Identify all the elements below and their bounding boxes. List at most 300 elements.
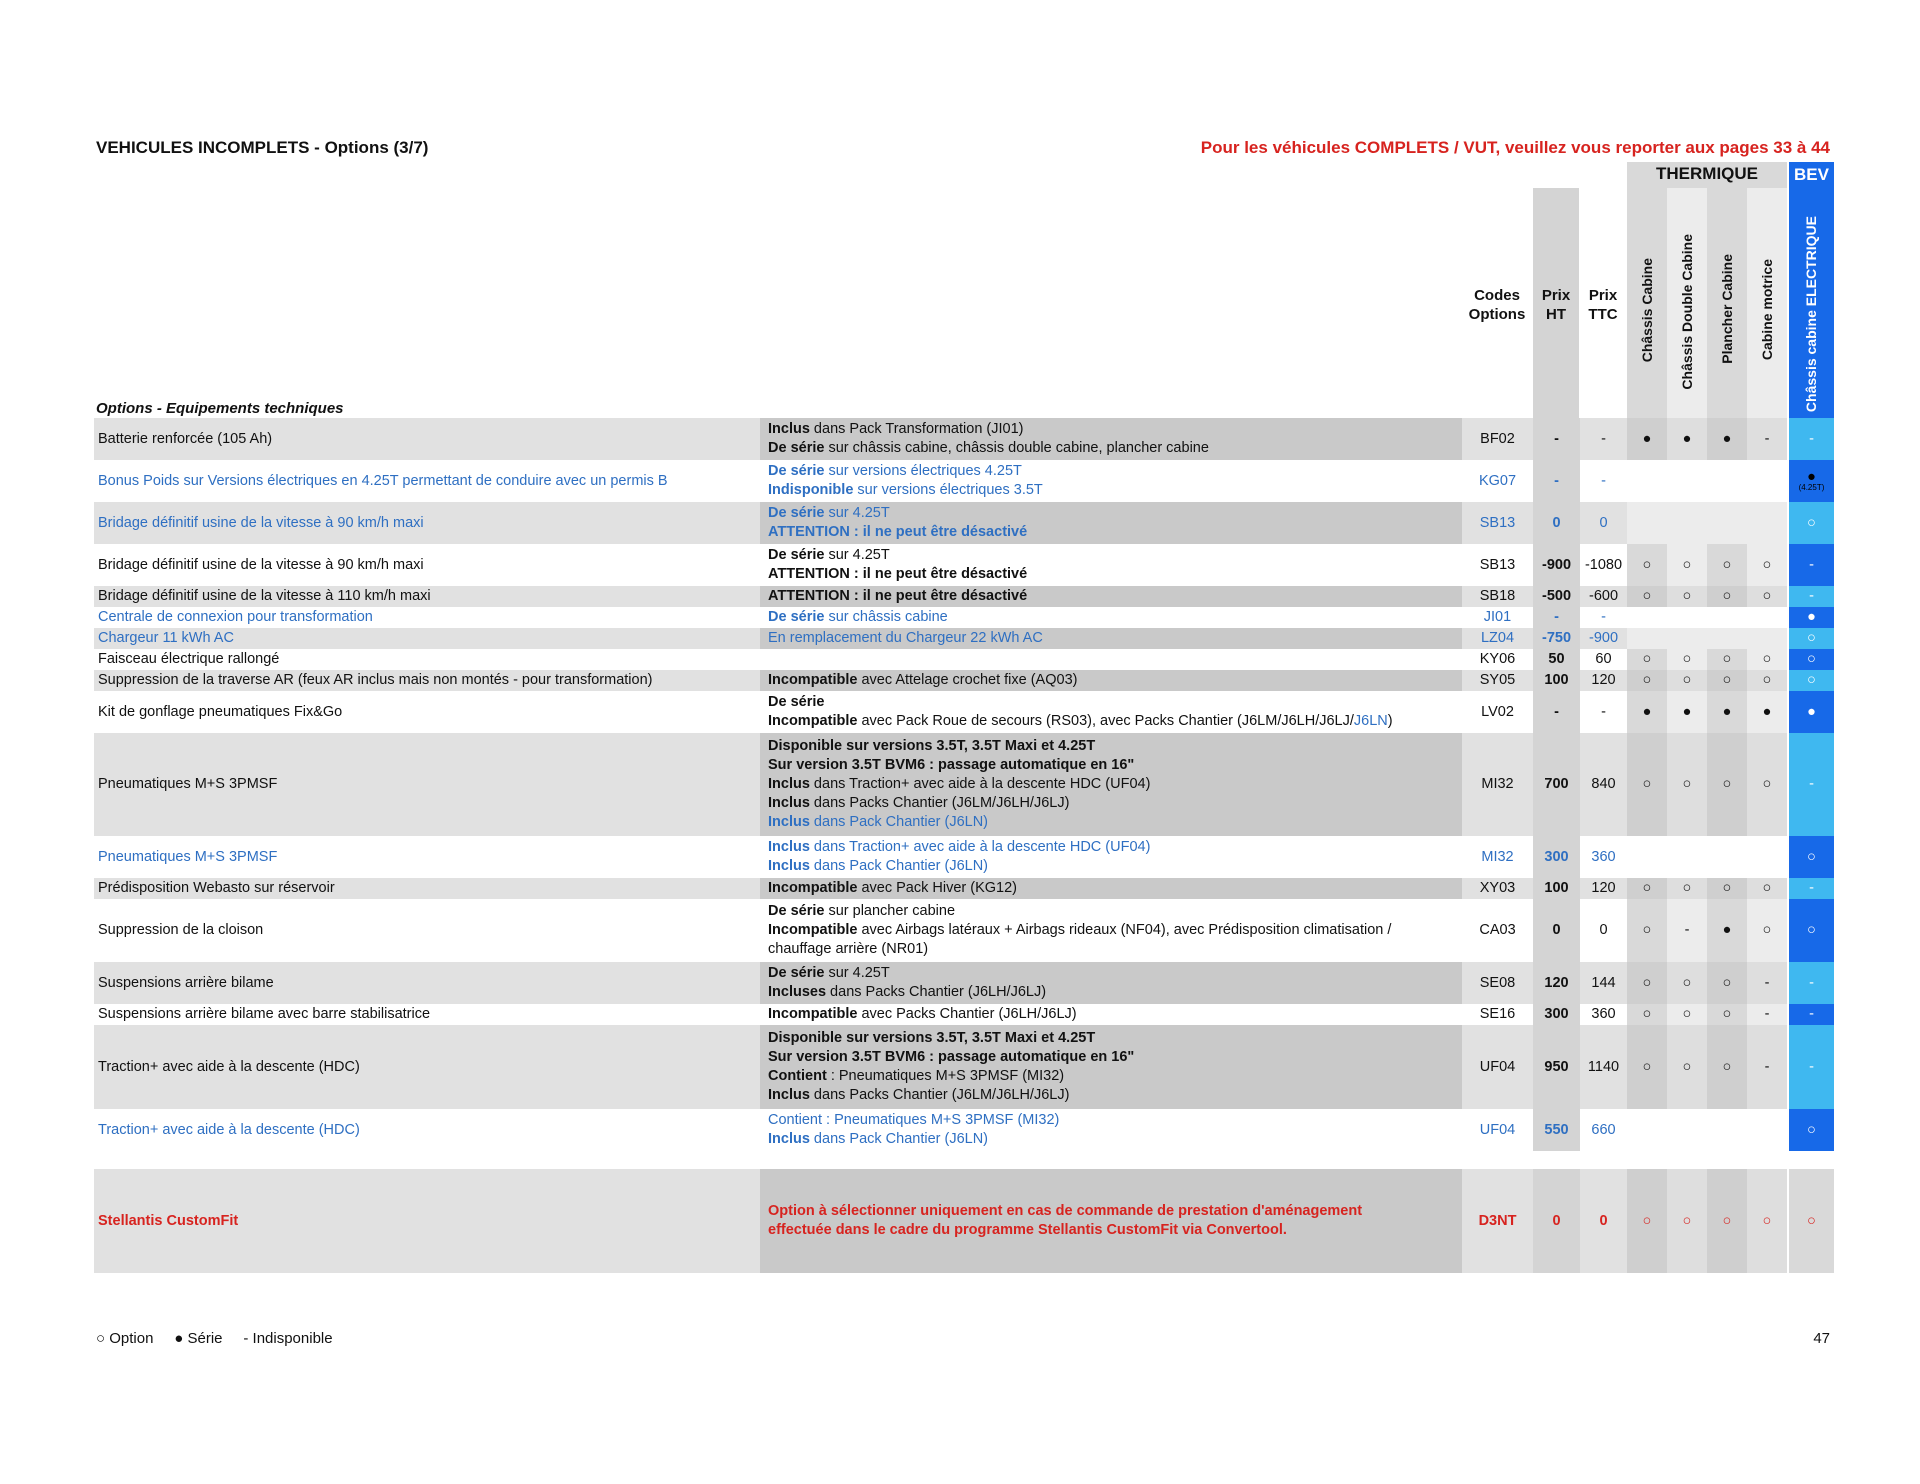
detail-line (768, 756, 1458, 775)
chassis-cabine-cell: ○ (1627, 544, 1667, 586)
cabine-motrice-cell: ○ (1747, 878, 1787, 899)
price-ht: - (1533, 460, 1580, 502)
detail-keyword: Inclus (768, 795, 810, 811)
table-row (94, 899, 1834, 962)
detail-line (768, 940, 1458, 959)
chassis-double-cabine-cell: ○ (1667, 586, 1707, 607)
legend (96, 1330, 333, 1347)
detail-line (768, 1130, 1458, 1149)
detail-keyword: De série (768, 694, 825, 710)
detail-text: : Pneumatiques M+S 3PMSF (MI32) (826, 1068, 1065, 1084)
detail-keyword: Contient (768, 1068, 827, 1084)
option-label: Suppression de la cloison (94, 899, 760, 962)
price-ttc: - (1580, 418, 1627, 460)
price-ttc: 120 (1580, 670, 1627, 691)
option-details (760, 1004, 1462, 1025)
detail-line (768, 608, 1458, 627)
price-ht: 950 (1533, 1025, 1580, 1109)
detail-keyword: De série (768, 440, 825, 456)
option-code: SB13 (1462, 544, 1533, 586)
detail-keyword: Incluses (768, 984, 827, 1000)
chassis-cabine-cell: ○ (1627, 649, 1667, 670)
cabine-motrice-cell (1747, 628, 1787, 649)
legend-option: ○ Option (96, 1330, 154, 1347)
price-ht: - (1533, 418, 1580, 460)
detail-line (768, 964, 1458, 983)
legend-serie: ● Série (174, 1330, 223, 1347)
option-code: SB18 (1462, 586, 1533, 607)
detail-text: avec Airbags latéraux + Airbags rideaux (NF04), avec Prédisposition climatisation / (857, 922, 1392, 938)
plancher-cabine-cell: ● (1707, 691, 1747, 733)
detail-text: sur 4.25T (824, 547, 890, 563)
detail-line (768, 671, 1458, 690)
detail-line (768, 587, 1458, 606)
detail-keyword: De série (768, 965, 825, 981)
detail-keyword: De série (768, 609, 825, 625)
detail-line (768, 523, 1458, 542)
detail-keyword: ATTENTION : il ne peut être désactivé (768, 588, 1028, 604)
chassis-cabine-electrique-header (1798, 190, 1824, 412)
detail-line (768, 546, 1458, 565)
price-ttc: - (1580, 460, 1627, 502)
table-row (94, 544, 1834, 586)
chassis-cabine-label: Châssis Cabine (1639, 257, 1655, 362)
chassis-cabine-cell (1627, 1109, 1667, 1151)
detail-text: dans Traction+ avec aide à la descente HDC (UF04) (809, 839, 1151, 855)
chassis-double-cabine-cell (1667, 628, 1707, 649)
table-row (94, 836, 1834, 878)
detail-line (768, 565, 1458, 584)
price-ttc: 840 (1580, 733, 1627, 836)
detail-blue-text: J6LN (1353, 713, 1388, 729)
option-label: Stellantis CustomFit (94, 1169, 760, 1273)
chassis-cabine-cell: ○ (1627, 1004, 1667, 1025)
detail-keyword: effectuée dans le cadre du programme Stellantis CustomFit via Convertool. (768, 1222, 1287, 1238)
section-title: Options - Equipements techniques (96, 400, 344, 417)
detail-text: sur 4.25T (824, 505, 890, 521)
options-table-body (94, 418, 1834, 1273)
bev-cell: ● (1789, 607, 1834, 628)
option-details (760, 460, 1462, 502)
table-row (94, 691, 1834, 733)
cabine-motrice-cell (1747, 460, 1787, 502)
chassis-double-cabine-cell: ● (1667, 691, 1707, 733)
price-ttc: 360 (1580, 1004, 1627, 1025)
price-ht: -500 (1533, 586, 1580, 607)
detail-line (768, 481, 1458, 500)
detail-line (768, 1048, 1458, 1067)
price-ht: -750 (1533, 628, 1580, 649)
detail-text: Contient : Pneumatiques M+S 3PMSF (MI32) (768, 1112, 1060, 1128)
option-details (760, 586, 1462, 607)
option-code: MI32 (1462, 733, 1533, 836)
option-label: Bridage définitif usine de la vitesse à 90 km/h maxi (94, 544, 760, 586)
chassis-cabine-cell (1627, 628, 1667, 649)
table-row (94, 962, 1834, 1004)
bev-cell: - (1789, 878, 1834, 899)
option-details (760, 733, 1462, 836)
chassis-double-cabine-cell: ○ (1667, 878, 1707, 899)
plancher-cabine-cell (1707, 836, 1747, 878)
chassis-double-cabine-cell (1667, 460, 1707, 502)
option-code: UF04 (1462, 1025, 1533, 1109)
codes-options-header (1462, 286, 1532, 324)
detail-keyword: De série (768, 547, 825, 563)
bev-cell (1789, 460, 1834, 502)
option-label: Bridage définitif usine de la vitesse à 90 km/h maxi (94, 502, 760, 544)
option-label: Chargeur 11 kWh AC (94, 628, 760, 649)
detail-line (768, 838, 1458, 857)
detail-keyword: Incompatible (768, 713, 858, 729)
prix-ttc-label: Prix TTC (1588, 287, 1618, 323)
chassis-cabine-cell: ○ (1627, 899, 1667, 962)
detail-line (768, 1086, 1458, 1105)
plancher-cabine-cell (1707, 460, 1747, 502)
cabine-motrice-label: Cabine motrice (1759, 258, 1775, 360)
detail-line (768, 921, 1458, 940)
cabine-motrice-cell: ○ (1747, 649, 1787, 670)
chassis-double-cabine-cell (1667, 1109, 1707, 1151)
detail-line (768, 983, 1458, 1002)
cabine-motrice-cell: - (1747, 1004, 1787, 1025)
cabine-motrice-cell: - (1747, 1025, 1787, 1109)
option-details (760, 1169, 1462, 1273)
price-ht: 550 (1533, 1109, 1580, 1151)
detail-line (768, 1005, 1458, 1024)
cabine-motrice-cell: ○ (1747, 733, 1787, 836)
legend-indisponible: - Indisponible (243, 1330, 333, 1347)
option-details (760, 1025, 1462, 1109)
detail-keyword: Inclus (768, 1087, 810, 1103)
option-details (760, 607, 1462, 628)
page-title: VEHICULES INCOMPLETS - Options (3/7) (96, 138, 429, 157)
price-ttc: 1140 (1580, 1025, 1627, 1109)
option-details (760, 878, 1462, 899)
bev-cell: - (1789, 1004, 1834, 1025)
option-label: Traction+ avec aide à la descente (HDC) (94, 1025, 760, 1109)
detail-text: En remplacement du Chargeur 22 kWh AC (768, 630, 1043, 646)
detail-keyword: Inclus (768, 776, 810, 792)
chassis-double-cabine-cell (1667, 502, 1707, 544)
table-row (94, 586, 1834, 607)
plancher-cabine-cell: ○ (1707, 1025, 1747, 1109)
option-code: XY03 (1462, 878, 1533, 899)
price-ht: 0 (1533, 899, 1580, 962)
option-label: Suspensions arrière bilame avec barre stabilisatrice (94, 1004, 760, 1025)
price-ttc: - (1580, 691, 1627, 733)
table-spacer (94, 1151, 1834, 1169)
detail-keyword: Incompatible (768, 1006, 858, 1022)
detail-keyword: Sur version 3.5T BVM6 : passage automatique en 16" (768, 1049, 1135, 1065)
bev-cell: ○ (1789, 649, 1834, 670)
options-table (94, 418, 1834, 1273)
plancher-cabine-cell: ● (1707, 418, 1747, 460)
chassis-cabine-cell (1627, 607, 1667, 628)
plancher-cabine-cell: ○ (1707, 733, 1747, 836)
bev-cell: - (1789, 586, 1834, 607)
detail-keyword: Disponible sur versions 3.5T, 3.5T Maxi et 4.25T (768, 1030, 1096, 1046)
chassis-double-cabine-cell: ○ (1667, 649, 1707, 670)
plancher-cabine-cell: ○ (1707, 1169, 1747, 1273)
detail-keyword: Incompatible (768, 672, 858, 688)
option-label: Bonus Poids sur Versions électriques en 4.25T permettant de conduire avec un permis B (94, 460, 760, 502)
detail-line (768, 902, 1458, 921)
price-ht: 120 (1533, 962, 1580, 1004)
price-ttc: - (1580, 607, 1627, 628)
bev-cell: - (1789, 733, 1834, 836)
price-ttc: -600 (1580, 586, 1627, 607)
option-code: UF04 (1462, 1109, 1533, 1151)
detail-text: ) (1387, 713, 1393, 729)
detail-line (768, 775, 1458, 794)
option-code: SE08 (1462, 962, 1533, 1004)
option-code: LV02 (1462, 691, 1533, 733)
option-details (760, 670, 1462, 691)
table-row (94, 460, 1834, 502)
detail-line (768, 879, 1458, 898)
chassis-cabine-cell: ○ (1627, 878, 1667, 899)
table-row (94, 1109, 1834, 1151)
detail-keyword: ATTENTION : il ne peut être désactivé (768, 524, 1028, 540)
price-ht: 300 (1533, 836, 1580, 878)
chassis-double-cabine-cell: ○ (1667, 733, 1707, 836)
option-label: Suppression de la traverse AR (feux AR inclus mais non montés - pour transformation) (94, 670, 760, 691)
detail-line (768, 1202, 1458, 1221)
chassis-double-cabine-cell: ○ (1667, 544, 1707, 586)
cabine-motrice-cell: - (1747, 962, 1787, 1004)
detail-line (768, 794, 1458, 813)
prix-ht-label: Prix HT (1541, 287, 1571, 323)
plancher-cabine-cell: ○ (1707, 649, 1747, 670)
cabine-motrice-cell: ○ (1747, 670, 1787, 691)
detail-text: dans Pack Chantier (J6LN) (809, 858, 989, 874)
price-ttc: 0 (1580, 502, 1627, 544)
price-ttc: 0 (1580, 1169, 1627, 1273)
price-ht: 700 (1533, 733, 1580, 836)
detail-keyword: Inclus (768, 1131, 810, 1147)
cabine-motrice-header (1754, 190, 1780, 360)
cabine-motrice-cell: ○ (1747, 544, 1787, 586)
cabine-motrice-cell: - (1747, 418, 1787, 460)
table-row (94, 733, 1834, 836)
detail-text: sur versions électriques 4.25T (824, 463, 1022, 479)
detail-keyword: Inclus (768, 814, 810, 830)
option-code: KY06 (1462, 649, 1533, 670)
chassis-double-cabine-cell (1667, 836, 1707, 878)
plancher-cabine-cell (1707, 502, 1747, 544)
detail-text: dans Packs Chantier (J6LH/J6LJ) (826, 984, 1047, 1000)
bev-cell: ○ (1789, 628, 1834, 649)
bev-cell: ○ (1789, 502, 1834, 544)
option-details (760, 836, 1462, 878)
table-row (94, 1025, 1834, 1109)
chassis-cabine-cell: ○ (1627, 670, 1667, 691)
option-details (760, 649, 1462, 670)
price-ttc: 360 (1580, 836, 1627, 878)
plancher-cabine-cell (1707, 607, 1747, 628)
detail-text: sur plancher cabine (824, 903, 956, 919)
detail-keyword: De série (768, 463, 825, 479)
bev-cell: ● (1789, 691, 1834, 733)
price-ttc: 144 (1580, 962, 1627, 1004)
chassis-cabine-cell (1627, 502, 1667, 544)
bev-cell: - (1789, 1025, 1834, 1109)
option-label: Pneumatiques M+S 3PMSF (94, 733, 760, 836)
chassis-cabine-cell: ● (1627, 691, 1667, 733)
chassis-cabine-cell (1627, 836, 1667, 878)
detail-line (768, 1067, 1458, 1086)
option-details (760, 418, 1462, 460)
bev-cell: - (1789, 418, 1834, 460)
plancher-cabine-cell: ○ (1707, 878, 1747, 899)
price-ht: -900 (1533, 544, 1580, 586)
price-ht: 50 (1533, 649, 1580, 670)
detail-keyword: Option à sélectionner uniquement en cas de commande de prestation d'aménagement (768, 1203, 1363, 1219)
price-ttc: -1080 (1580, 544, 1627, 586)
chassis-double-cabine-cell: ○ (1667, 1004, 1707, 1025)
detail-line (768, 439, 1458, 458)
detail-keyword: Incompatible (768, 922, 858, 938)
table-row (94, 607, 1834, 628)
option-details (760, 962, 1462, 1004)
detail-line (768, 737, 1458, 756)
option-label: Bridage définitif usine de la vitesse à 110 km/h maxi (94, 586, 760, 607)
plancher-cabine-cell: ○ (1707, 962, 1747, 1004)
detail-text: avec Attelage crochet fixe (AQ03) (857, 672, 1078, 688)
option-label: Pneumatiques M+S 3PMSF (94, 836, 760, 878)
chassis-cabine-cell: ○ (1627, 586, 1667, 607)
option-code: MI32 (1462, 836, 1533, 878)
table-row (94, 418, 1834, 460)
detail-keyword: Incompatible (768, 880, 858, 896)
bev-cell: ○ (1789, 670, 1834, 691)
detail-keyword: De série (768, 505, 825, 521)
bev-cell: - (1789, 962, 1834, 1004)
plancher-cabine-label: Plancher Cabine (1719, 254, 1735, 364)
bev-cell: - (1789, 544, 1834, 586)
detail-line (768, 1029, 1458, 1048)
cabine-motrice-cell: ● (1747, 691, 1787, 733)
chassis-double-cabine-cell: ○ (1667, 670, 1707, 691)
chassis-cabine-header (1634, 190, 1660, 362)
prix-ttc-header (1580, 286, 1626, 324)
complete-vehicles-notice: Pour les véhicules COMPLETS / VUT, veuillez vous reporter aux pages 33 à 44 (1200, 138, 1830, 157)
detail-keyword: ATTENTION : il ne peut être désactivé (768, 566, 1028, 582)
option-label: Kit de gonflage pneumatiques Fix&Go (94, 691, 760, 733)
cabine-motrice-cell: ○ (1747, 899, 1787, 962)
price-ttc: 120 (1580, 878, 1627, 899)
detail-keyword: Inclus (768, 858, 810, 874)
detail-text: avec Packs Chantier (J6LH/J6LJ) (857, 1006, 1077, 1022)
plancher-cabine-cell (1707, 628, 1747, 649)
option-details (760, 628, 1462, 649)
option-label: Faisceau électrique rallongé (94, 649, 760, 670)
bev-cell: ○ (1789, 1109, 1834, 1151)
price-ht: 0 (1533, 1169, 1580, 1273)
detail-line (768, 712, 1458, 731)
table-row (94, 1004, 1834, 1025)
detail-keyword: Inclus (768, 421, 810, 437)
bev-symbol: ● (1807, 469, 1816, 485)
detail-line (768, 857, 1458, 876)
bev-note: (4.25T) (1798, 483, 1825, 492)
chassis-double-cabine-cell: - (1667, 899, 1707, 962)
price-ttc: 60 (1580, 649, 1627, 670)
option-code: BF02 (1462, 418, 1533, 460)
detail-line (768, 1221, 1458, 1240)
table-row (94, 878, 1834, 899)
option-label: Batterie renforcée (105 Ah) (94, 418, 760, 460)
price-ht: 100 (1533, 878, 1580, 899)
bev-cell: ○ (1789, 836, 1834, 878)
detail-line (768, 629, 1458, 648)
price-ttc: 0 (1580, 899, 1627, 962)
chassis-double-cabine-cell: ○ (1667, 962, 1707, 1004)
cabine-motrice-cell: ○ (1747, 1169, 1787, 1273)
option-details (760, 691, 1462, 733)
detail-text: dans Pack Chantier (J6LN) (809, 1131, 989, 1147)
option-label: Suspensions arrière bilame (94, 962, 760, 1004)
plancher-cabine-cell (1707, 1109, 1747, 1151)
detail-keyword: Sur version 3.5T BVM6 : passage automatique en 16" (768, 757, 1135, 773)
prix-ht-header (1533, 286, 1579, 324)
option-code: SY05 (1462, 670, 1533, 691)
detail-text: chauffage arrière (NR01) (768, 941, 929, 957)
price-ht: 300 (1533, 1004, 1580, 1025)
chassis-cabine-cell (1627, 460, 1667, 502)
table-row (94, 628, 1834, 649)
detail-line (768, 813, 1458, 832)
chassis-double-cabine-header (1674, 190, 1700, 390)
price-ht: 100 (1533, 670, 1580, 691)
chassis-cabine-cell: ○ (1627, 733, 1667, 836)
option-code: SB13 (1462, 502, 1533, 544)
detail-text: sur châssis cabine, châssis double cabine, plancher cabine (824, 440, 1209, 456)
cabine-motrice-cell (1747, 1109, 1787, 1151)
chassis-double-cabine-cell: ○ (1667, 1025, 1707, 1109)
chassis-cabine-electrique-label: Châssis cabine ELECTRIQUE (1803, 215, 1819, 412)
option-code: KG07 (1462, 460, 1533, 502)
detail-keyword: De série (768, 903, 825, 919)
cabine-motrice-cell: ○ (1747, 586, 1787, 607)
detail-line (768, 504, 1458, 523)
option-code: LZ04 (1462, 628, 1533, 649)
option-details (760, 1109, 1462, 1151)
option-code: D3NT (1462, 1169, 1533, 1273)
plancher-cabine-cell: ○ (1707, 544, 1747, 586)
price-ht: - (1533, 691, 1580, 733)
option-label: Traction+ avec aide à la descente (HDC) (94, 1109, 760, 1151)
detail-line (768, 1111, 1458, 1130)
detail-keyword: Indisponible (768, 482, 854, 498)
detail-keyword: Disponible sur versions 3.5T, 3.5T Maxi et 4.25T (768, 738, 1096, 754)
option-details (760, 502, 1462, 544)
detail-line (768, 420, 1458, 439)
bev-cell: ○ (1789, 1169, 1834, 1273)
detail-text: dans Packs Chantier (J6LM/J6LH/J6LJ) (809, 1087, 1070, 1103)
option-code: JI01 (1462, 607, 1533, 628)
chassis-cabine-cell: ○ (1627, 1025, 1667, 1109)
detail-text: dans Pack Transformation (JI01) (809, 421, 1024, 437)
option-details (760, 544, 1462, 586)
thermique-group-label: THERMIQUE (1656, 164, 1758, 183)
detail-text: sur versions électriques 3.5T (853, 482, 1043, 498)
chassis-double-cabine-label: Châssis Double Cabine (1679, 234, 1695, 390)
chassis-cabine-cell: ○ (1627, 1169, 1667, 1273)
detail-text: dans Pack Chantier (J6LN) (809, 814, 989, 830)
price-ttc: -900 (1580, 628, 1627, 649)
cabine-motrice-cell (1747, 502, 1787, 544)
